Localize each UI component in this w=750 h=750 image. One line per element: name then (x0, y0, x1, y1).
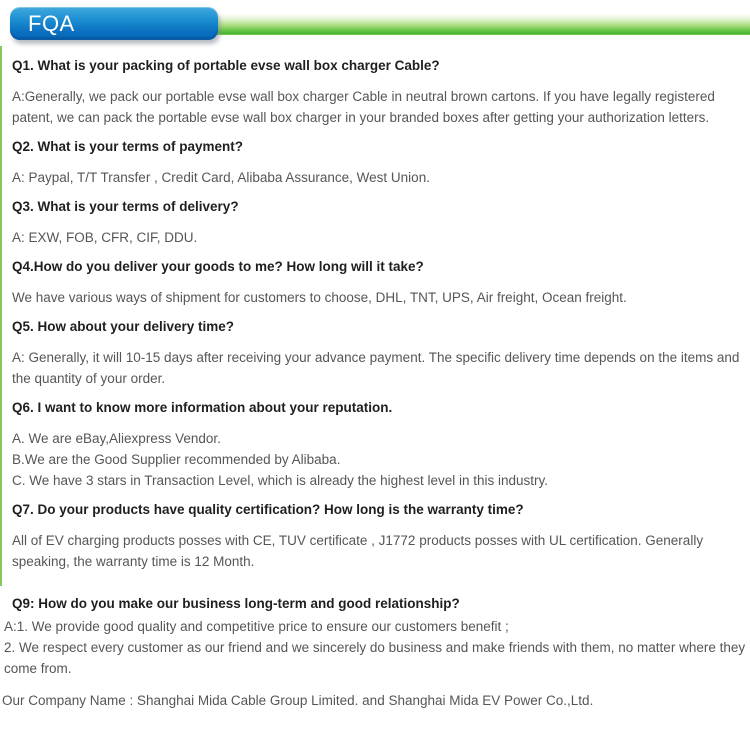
faq-answer: A: EXW, FOB, CFR, CIF, DDU. (12, 230, 198, 245)
faq-item (12, 138, 742, 188)
faq-question: Q2. What is your terms of payment? (12, 139, 244, 154)
faq-answers (0, 616, 750, 679)
faq-answer: 2. We respect every customer as our friend and we sincerely do business and make friends with them, no matter where they come from. (4, 640, 746, 676)
faq-answers (12, 227, 742, 248)
faq-item (12, 198, 742, 248)
banner-title: FQA (28, 11, 75, 36)
faq-item (0, 595, 750, 679)
faq-extra-section (0, 595, 750, 679)
faq-answers (12, 86, 742, 128)
faq-question: Q3. What is your terms of delivery? (12, 199, 239, 214)
faq-item (12, 501, 742, 572)
faq-question: Q7. Do your products have quality certification? How long is the warranty time? (12, 502, 524, 517)
faq-answer: A: Paypal, T/T Transfer , Credit Card, Alibaba Assurance, West Union. (12, 170, 430, 185)
faq-item (12, 399, 742, 491)
faq-answers (12, 347, 742, 389)
faq-answers (12, 167, 742, 188)
faq-question: Q5. How about your delivery time? (12, 319, 235, 334)
faq-answer: C. We have 3 stars in Transaction Level, which is already the highest level in this industry. (12, 473, 549, 488)
faq-answer: A:Generally, we pack our portable evse wall box charger Cable in neutral brown cartons. If you have legally registered patent, we can pack the portable evse wall box charger in your branded boxes after getting your authorization letters. (12, 89, 715, 125)
faq-question: Q9: How do you make our business long-term and good relationship? (12, 596, 460, 611)
faq-answer: A. We are eBay,Aliexpress Vendor. (12, 431, 221, 446)
faq-item (12, 258, 742, 308)
faq-item (12, 318, 742, 389)
faq-answer: A:1. We provide good quality and competitive price to ensure our customers benefit ; (4, 619, 509, 634)
faq-list (0, 46, 750, 586)
fqa-banner (10, 7, 218, 40)
faq-answers (12, 287, 742, 308)
page-header (0, 0, 750, 46)
faq-answers (12, 428, 742, 491)
faq-answer: We have various ways of shipment for customers to choose, DHL, TNT, UPS, Air freight, Ocean freight. (12, 290, 627, 305)
faq-question: Q4.How do you deliver your goods to me? How long will it take? (12, 259, 424, 274)
faq-item (12, 57, 742, 128)
faq-question: Q1. What is your packing of portable evse wall box charger Cable? (12, 58, 440, 73)
faq-answer: All of EV charging products posses with CE, TUV certificate , J1772 products posses with UL certification. Generally speaking, the warranty time is 12 Month. (12, 533, 704, 569)
company-line: Our Company Name : Shanghai Mida Cable Group Limited. and Shanghai Mida EV Power Co.,Ltd. (2, 693, 594, 708)
faq-answer: A: Generally, it will 10-15 days after receiving your advance payment. The specific delivery time depends on the items and the quantity of your order. (12, 350, 740, 386)
faq-question: Q6. I want to know more information about your reputation. (12, 400, 393, 415)
faq-answers (12, 530, 742, 572)
faq-answer: B.We are the Good Supplier recommended by Alibaba. (12, 452, 341, 467)
header-green-bar (210, 14, 750, 35)
